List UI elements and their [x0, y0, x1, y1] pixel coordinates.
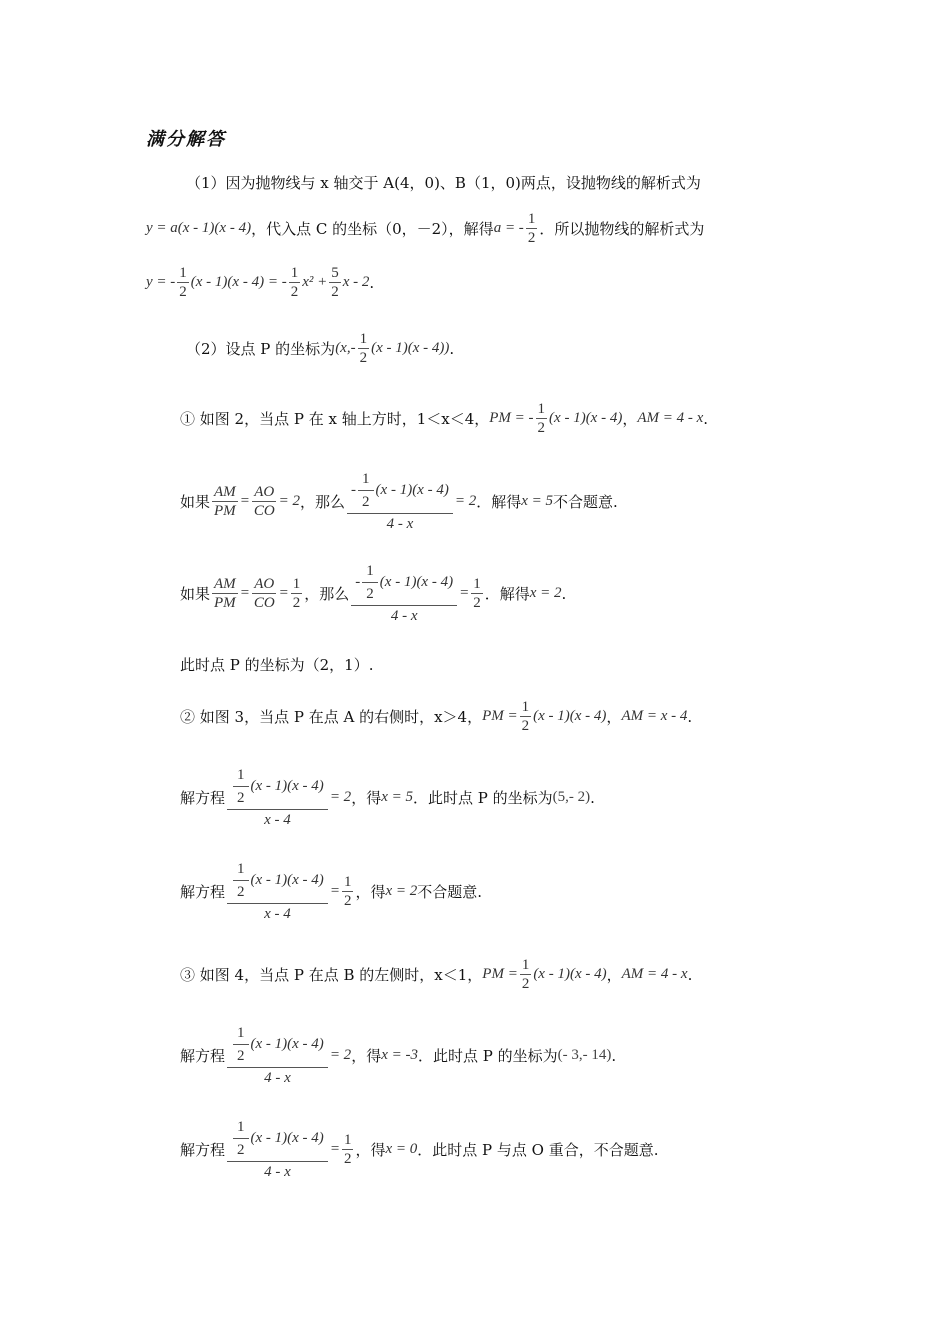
formula: (x - 1)(x - 4)	[533, 708, 607, 724]
case1-ratio1	[180, 470, 618, 533]
fraction: $\frac{1}{2}$	[292, 576, 301, 611]
text: ．此时点 P 的坐标为	[417, 1047, 558, 1065]
text: ，得	[355, 1141, 386, 1159]
text: ，那么	[304, 585, 350, 603]
fraction: $\frac{1}{2}$	[343, 874, 352, 909]
compound-fraction: $\frac{1}{2}$ (x - 1)(x - 4) x - 4	[227, 860, 328, 923]
part2-line	[186, 330, 454, 367]
fraction: $\frac{AO}{CO}$	[253, 484, 275, 519]
formula: x² +	[302, 274, 328, 290]
text: .	[703, 409, 709, 428]
formula: a = -	[493, 220, 524, 236]
formula: = 2	[329, 789, 352, 805]
text: ，代入点 C 的坐标（0，－2），解得	[251, 220, 494, 238]
text: .	[611, 1046, 617, 1065]
text: ，得	[355, 883, 386, 901]
formula: (5,- 2)	[552, 789, 591, 805]
formula: AM = 4 - x	[621, 966, 688, 982]
formula: x = 5	[381, 789, 413, 805]
text: ．解得	[476, 493, 522, 511]
formula: =	[459, 585, 470, 601]
text: ．解得	[484, 585, 530, 603]
text: .	[561, 584, 567, 603]
compound-fraction: $\frac{1}{2}$ (x - 1)(x - 4) x - 4	[227, 766, 328, 829]
text: .	[449, 339, 455, 358]
formula: x - 2	[342, 274, 370, 290]
formula: (x - 1)(x - 4) = -	[190, 274, 287, 290]
formula: = 2	[329, 1047, 352, 1063]
text: 如果	[180, 585, 211, 603]
text: ② 如图 3，当点 P 在点 A 的右侧时，x＞4，	[180, 708, 483, 726]
text: 解方程	[180, 1141, 226, 1159]
text: .	[590, 788, 595, 807]
case1-ratio2	[180, 562, 566, 625]
fraction: $\frac{AM}{PM}$	[214, 484, 236, 519]
formula: x = 0	[385, 1141, 418, 1157]
formula: =	[239, 585, 250, 601]
text: ，那么	[300, 493, 346, 511]
formula: x = -3	[381, 1047, 418, 1063]
part1-line1: （1）因为抛物线与 x 轴交于 A(4，0)、B（1，0)两点，设抛物线的解析式为	[186, 174, 701, 192]
part1-line2	[146, 210, 704, 247]
fraction: $\frac{1}{2}$	[343, 1132, 352, 1167]
section-title: 满分解答	[146, 129, 226, 150]
formula: PM =	[482, 708, 518, 724]
text: .	[369, 273, 375, 292]
text: 解方程	[180, 789, 226, 807]
formula: =	[329, 1141, 340, 1157]
formula: x = 2	[529, 585, 562, 601]
text: ，得	[351, 1047, 382, 1065]
text: ，得	[351, 789, 382, 807]
text: （2）设点 P 的坐标为	[186, 340, 336, 358]
text: ．此时点 P 的坐标为	[412, 789, 553, 807]
text: ．此时点 P 与点 O 重合，不合题意.	[417, 1141, 659, 1159]
case3-line1	[180, 956, 692, 993]
formula: (x - 1)(x - 4)	[549, 410, 623, 426]
fraction: $\frac{1}{2}$	[359, 331, 368, 366]
part1-line3	[146, 264, 374, 301]
compound-fraction: $\frac{1}{2}$ (x - 1)(x - 4) 4 - x	[227, 1024, 328, 1087]
formula: x = 5	[521, 493, 554, 509]
case1-result: 此时点 P 的坐标为（2，1）.	[180, 656, 374, 674]
fraction: $\frac{1}{2}$	[179, 265, 187, 300]
formula: (x - 1)(x - 4)	[533, 966, 607, 982]
case2-eq1	[180, 766, 595, 829]
formula: (x - 1)(x - 4))	[371, 340, 450, 356]
compound-fraction: - $\frac{1}{2}$ (x - 1)(x - 4) 4 - x	[351, 562, 457, 625]
text: ．所以抛物线的解析式为	[539, 220, 705, 238]
case3-eq1	[180, 1024, 616, 1087]
text: 如果	[180, 493, 211, 511]
text: ，	[622, 410, 638, 428]
formula: (x,-	[335, 340, 356, 356]
fraction: $\frac{5}{2}$	[331, 265, 339, 300]
text: ，	[606, 708, 622, 726]
fraction: $\frac{1}{2}$	[473, 576, 481, 611]
formula: = 2	[454, 493, 477, 509]
text: 不合题意.	[417, 883, 483, 901]
text: ③ 如图 4，当点 P 在点 B 的左侧时，x＜1，	[180, 966, 483, 984]
text: 解方程	[180, 883, 226, 901]
text: ，	[606, 966, 622, 984]
case2-eq2	[180, 860, 482, 923]
fraction: $\frac{1}{2}$	[290, 265, 299, 300]
formula: AM = 4 - x	[637, 410, 704, 426]
case3-eq2	[180, 1118, 658, 1181]
fraction: $\frac{1}{2}$	[521, 699, 530, 734]
fraction: $\frac{AM}{PM}$	[214, 576, 236, 611]
text: 解方程	[180, 1047, 226, 1065]
case2-line1	[180, 698, 692, 735]
formula: y = a(x - 1)(x - 4)	[146, 220, 252, 236]
fraction: $\frac{1}{2}$	[521, 957, 530, 992]
text: .	[687, 707, 693, 726]
fraction: $\frac{AO}{CO}$	[253, 576, 275, 611]
case1-line1	[180, 400, 708, 437]
formula: PM =	[482, 966, 518, 982]
formula: =	[329, 883, 340, 899]
formula: AM = x - 4	[621, 708, 688, 724]
formula: x = 2	[385, 883, 418, 899]
compound-fraction: $\frac{1}{2}$ (x - 1)(x - 4) 4 - x	[227, 1118, 328, 1181]
formula: =	[239, 493, 250, 509]
fraction: $\frac{1}{2}$	[527, 211, 536, 246]
text: ① 如图 2，当点 P 在 x 轴上方时，1＜x＜4，	[180, 410, 490, 428]
text: 不合题意.	[553, 493, 618, 511]
formula: =	[278, 585, 289, 601]
text: .	[687, 965, 693, 984]
formula: (- 3,- 14)	[557, 1047, 612, 1063]
formula: y = -	[146, 274, 176, 290]
formula: PM = -	[489, 410, 534, 426]
formula: = 2	[278, 493, 301, 509]
fraction: $\frac{1}{2}$	[537, 401, 546, 436]
compound-fraction: - $\frac{1}{2}$ (x - 1)(x - 4) 4 - x	[347, 470, 453, 533]
